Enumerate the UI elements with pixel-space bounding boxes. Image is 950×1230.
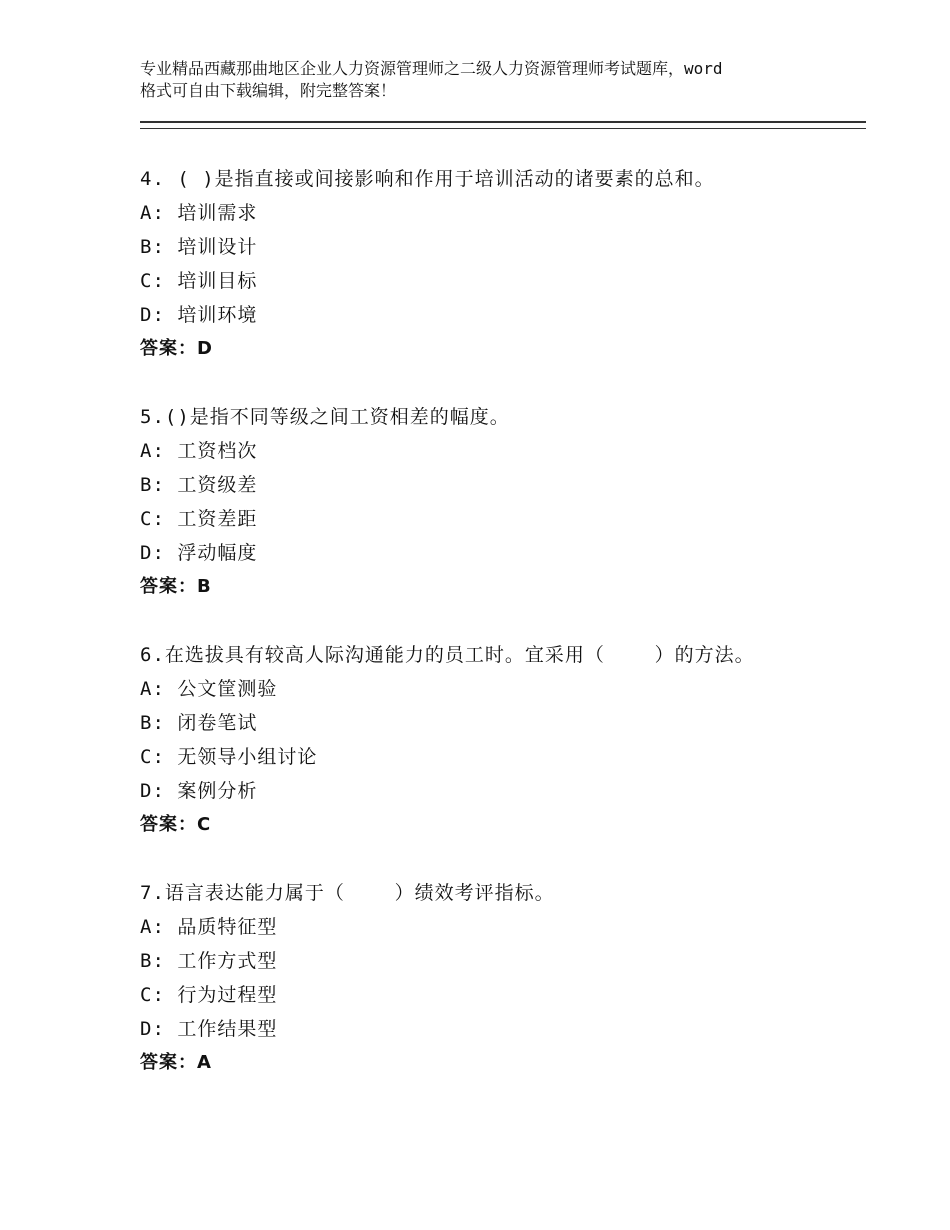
option-d: D: 工作结果型 [140, 1018, 278, 1040]
header-divider [140, 121, 866, 129]
option-a: A: 工资档次 [140, 440, 258, 462]
option-b: B: 工资级差 [140, 474, 258, 496]
option-c: C: 工资差距 [140, 508, 258, 530]
option-d: D: 浮动幅度 [140, 542, 258, 564]
answer: 答案：C [140, 814, 212, 835]
option-a: A: 品质特征型 [140, 916, 278, 938]
question-7 [140, 876, 860, 1080]
question-stem: 4. ( )是指直接或间接影响和作用于培训活动的诸要素的总和。 [140, 168, 715, 190]
option-c: C: 行为过程型 [140, 984, 278, 1006]
question-list [140, 162, 860, 1114]
option-a: A: 培训需求 [140, 202, 258, 224]
answer: 答案：A [140, 1052, 212, 1073]
question-stem: 7.语言表达能力属于（ ）绩效考评指标。 [140, 882, 555, 904]
question-4 [140, 162, 860, 366]
option-b: B: 闭卷笔试 [140, 712, 258, 734]
answer: 答案：B [140, 576, 212, 597]
header-line-2: 格式可自由下载编辑，附完整答案！ [140, 81, 397, 100]
option-a: A: 公文筐测验 [140, 678, 278, 700]
question-stem: 5.()是指不同等级之间工资相差的幅度。 [140, 406, 510, 428]
question-6 [140, 638, 860, 842]
header-line-1: 专业精品西藏那曲地区企业人力资源管理师之二级人力资源管理师考试题库，word [140, 59, 723, 78]
option-c: C: 培训目标 [140, 270, 258, 292]
option-d: D: 案例分析 [140, 780, 258, 802]
option-b: B: 工作方式型 [140, 950, 278, 972]
question-5 [140, 400, 860, 604]
answer: 答案：D [140, 338, 213, 359]
question-stem: 6.在选拔具有较高人际沟通能力的员工时。宜采用（ ）的方法。 [140, 644, 755, 666]
option-b: B: 培训设计 [140, 236, 258, 258]
option-c: C: 无领导小组讨论 [140, 746, 318, 768]
option-d: D: 培训环境 [140, 304, 258, 326]
page-header [140, 58, 840, 102]
